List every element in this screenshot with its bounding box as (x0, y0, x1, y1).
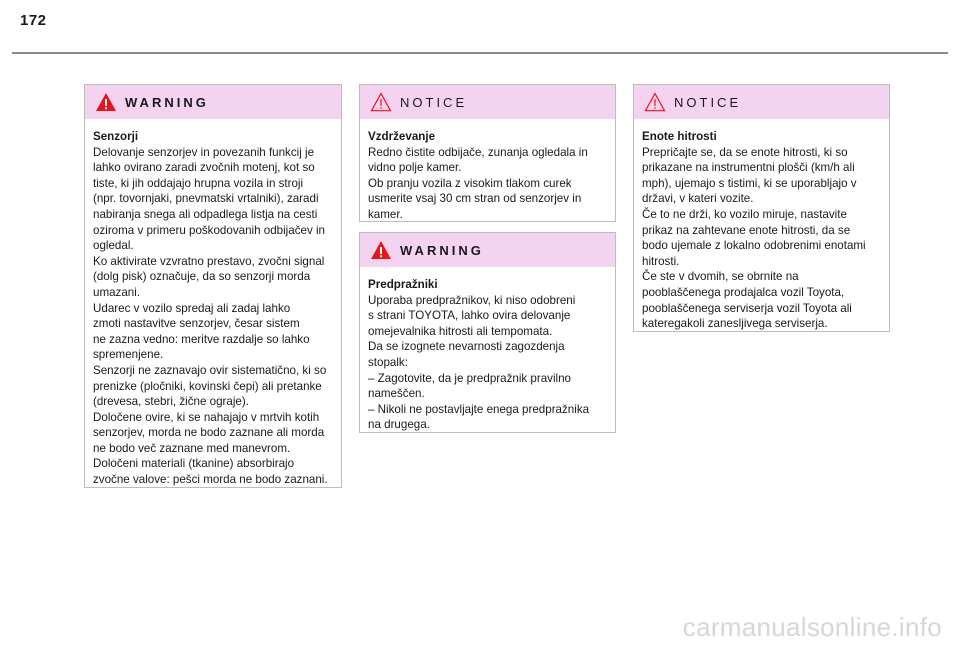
warning-triangle-filled-icon (95, 92, 117, 112)
text-line: ne zazna vedno: meritve razdalje so lahko (93, 332, 310, 346)
text-line: – Zagotovite, da je predpražnik pravilno (368, 371, 572, 385)
text-line: nabiranja snega ali odpadlega listja na cesti (93, 207, 318, 221)
text-line: hitrosti. (642, 254, 680, 268)
text-line: Ko aktivirate vzvratno prestavo, zvočni signal (93, 254, 325, 268)
box-heading: Senzorji (93, 130, 139, 143)
box-text (368, 293, 607, 433)
text-line: omejevalnika hitrosti ali tempomata. (368, 324, 553, 338)
text-line: ogledal. (93, 239, 134, 253)
box-title: WARNING (400, 242, 484, 258)
text-line: na drugega. (368, 418, 430, 432)
box-header (360, 85, 615, 119)
text-line: Določene ovire, ki se nahajajo v mrtvih kotih (93, 410, 320, 424)
box-body (634, 119, 889, 340)
text-line: (dolg pisk) označuje, da so senzorji morda (93, 270, 311, 284)
box-title: NOTICE (674, 94, 742, 110)
box-heading: Predpražniki (368, 278, 438, 291)
text-line: usmerite vsaj 30 cm stran od senzorjev in (368, 192, 582, 206)
text-line: pooblaščenega serviserja vozil Toyota ali (642, 301, 852, 315)
text-line: s strani TOYOTA, lahko ovira delovanje (368, 309, 571, 323)
text-line: kamer. (368, 207, 403, 221)
text-line: Delovanje senzorjev in povezanih funkcij je (93, 145, 315, 159)
box-title: NOTICE (400, 94, 468, 110)
text-line: pooblaščenega prodajalca vozil Toyota, (642, 285, 845, 299)
box-body (85, 119, 341, 496)
text-line: lahko ovirano zaradi zvočnih motenj, kot so (93, 161, 315, 175)
text-line: (drevesa, stebri, žične ograje). (93, 395, 249, 409)
text-line: Če to ne drži, ko vozilo miruje, nastavite (642, 207, 847, 221)
text-line: spremenjene. (93, 348, 164, 362)
text-line: prikazane na instrumentni plošči (km/h ali (642, 161, 855, 175)
text-line: bodo ujemale z lokalno odobrenimi enotami (642, 239, 866, 253)
text-line: Udarec v vozilo spredaj ali zadaj lahko (93, 301, 291, 315)
text-line: prikaz na zahtevane enote hitrosti, da se (642, 223, 851, 237)
text-line: Da se izognete nevarnosti zagozdenja (368, 340, 565, 354)
text-line: tiste, ki jih oddajajo hrupna vozila in stroji (93, 176, 304, 190)
text-line: senzorjev, morda ne bodo zaznane ali morda (93, 426, 325, 440)
text-line: stopalk: (368, 355, 408, 369)
header-divider (12, 52, 948, 54)
warning-triangle-outline-icon (370, 92, 392, 112)
warning-box-floor-mats (359, 232, 616, 433)
box-body (360, 119, 615, 231)
notice-box-maintenance (359, 84, 616, 222)
text-line: zmoti nastavitve senzorjev, česar sistem (93, 317, 300, 331)
warning-triangle-filled-icon (370, 240, 392, 260)
page-number: 172 (20, 12, 47, 29)
text-line: ne bodo več zaznane med manevrom. (93, 441, 291, 455)
box-title: WARNING (125, 94, 209, 110)
text-line: Senzorji ne zaznavajo ovir sistematično, ki so (93, 363, 327, 377)
box-text (368, 145, 607, 223)
text-line: (npr. tovornjaki, pnevmatski vrtalniki), zaradi (93, 192, 319, 206)
text-line: oziroma v primeru poškodovanih odbijačev in (93, 223, 325, 237)
text-line: zvočne valove: pešci morda ne bodo zaznani. (93, 473, 328, 487)
text-line: Določeni materiali (tkanine) absorbirajo (93, 457, 295, 471)
text-line: mph), ujemajo s tistimi, ki se uporabljajo v (642, 176, 857, 190)
warning-triangle-outline-icon (644, 92, 666, 112)
text-line: Uporaba predpražnikov, ki niso odobreni (368, 293, 576, 307)
box-text (642, 145, 881, 332)
text-line: vidno polje kamer. (368, 161, 462, 175)
box-heading: Enote hitrosti (642, 130, 717, 143)
box-text (93, 145, 333, 488)
text-line: prenizke (pločniki, kovinski čepi) ali pretanke (93, 379, 322, 393)
box-body (360, 267, 615, 441)
watermark: carmanualsonline.info (682, 612, 942, 642)
text-line: Če ste v dvomih, se obrnite na (642, 270, 799, 284)
text-line: Redno čistite odbijače, zunanja ogledala in (368, 145, 588, 159)
box-header (85, 85, 341, 119)
text-line: nameščen. (368, 387, 425, 401)
text-line: kateregakoli zanesljivega serviserja. (642, 317, 828, 331)
text-line: umazani. (93, 285, 141, 299)
text-line: – Nikoli ne postavljajte enega predpražnika (368, 402, 590, 416)
box-heading: Vzdrževanje (368, 130, 436, 143)
warning-box-sensors (84, 84, 342, 488)
box-header (360, 233, 615, 267)
text-line: državi, v kateri vozite. (642, 192, 754, 206)
notice-box-speed-units (633, 84, 890, 332)
text-line: Ob pranju vozila z visokim tlakom curek (368, 176, 572, 190)
text-line: Prepričajte se, da se enote hitrosti, ki so (642, 145, 848, 159)
box-header (634, 85, 889, 119)
